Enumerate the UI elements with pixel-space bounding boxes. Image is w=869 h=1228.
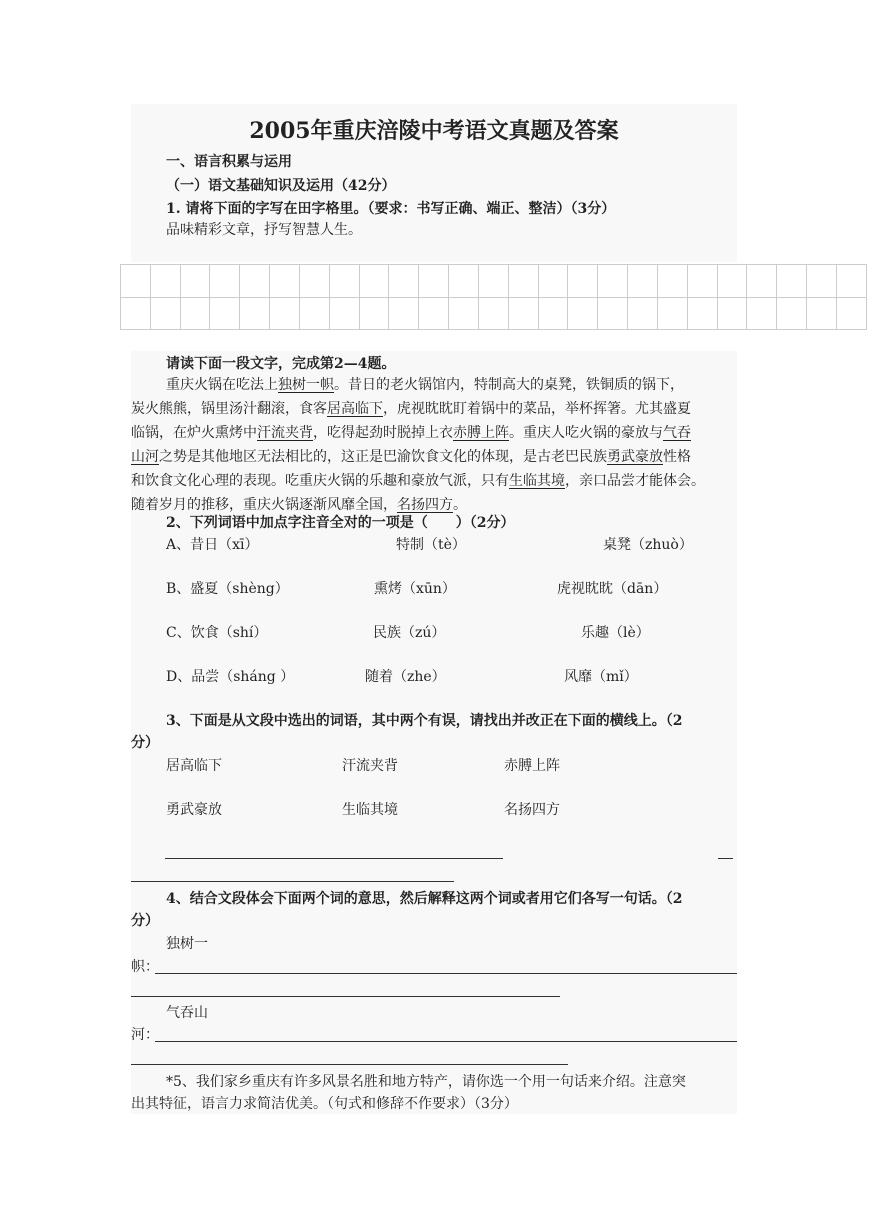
underlined-term: 赤膊上阵 — [453, 425, 509, 441]
grid-cell[interactable] — [807, 265, 837, 298]
passage-line — [131, 447, 691, 467]
grid-cell[interactable] — [419, 265, 449, 298]
grid-cell[interactable] — [240, 265, 270, 298]
q2-option: A、昔日（xī） — [166, 537, 259, 553]
grid-cell[interactable] — [657, 265, 687, 298]
q3-word: 生临其境 — [342, 802, 398, 818]
answer-line[interactable] — [131, 1064, 568, 1065]
passage-text: 之势是其他地区无法相比的，这正是巴渝饮食文化的体现，是古老巴民族 — [159, 449, 607, 465]
writing-grid[interactable] — [120, 264, 867, 330]
underlined-term: 居高临下 — [327, 401, 383, 417]
underlined-term: 勇武豪放 — [607, 449, 663, 465]
passage-line — [131, 399, 691, 419]
grid-cell[interactable] — [359, 297, 389, 330]
q4-word2-part1: 气吞山 — [166, 1005, 208, 1021]
q3-stem-line1: 3、下面是从文段中选出的词语，其中两个有误，请找出并改正在下面的横线上。（2 — [166, 713, 683, 729]
grid-cell[interactable] — [419, 297, 449, 330]
grid-cell[interactable] — [240, 297, 270, 330]
grid-cell[interactable] — [777, 297, 807, 330]
q3-word: 居高临下 — [166, 758, 222, 774]
grid-cell[interactable] — [449, 265, 479, 298]
q2-option: D、品尝（sháng ） — [166, 669, 295, 685]
grid-cell[interactable] — [508, 265, 538, 298]
underlined-term: 独树一帜 — [278, 377, 334, 393]
subsection-heading: （一）语文基础知识及运用（42分） — [166, 178, 396, 194]
reading-intro: 请读下面一段文字，完成第2—4题。 — [166, 356, 396, 372]
grid-cell[interactable] — [478, 265, 508, 298]
q5-line1: *5、我们家乡重庆有许多风景名胜和地方特产，请你选一个用一句话来介绍。注意突 — [166, 1074, 686, 1090]
grid-cell[interactable] — [210, 265, 240, 298]
q4-stem-line1: 4、结合文段体会下面两个词的意思，然后解释这两个词或者用它们各写一句话。（2 — [166, 891, 683, 907]
grid-cell[interactable] — [449, 297, 479, 330]
passage-text: ，亲口品尝才能体会。 — [565, 473, 705, 489]
grid-cell[interactable] — [150, 265, 180, 298]
grid-cell[interactable] — [807, 297, 837, 330]
passage-line — [166, 375, 684, 395]
q2-option: 民族（zú） — [373, 625, 446, 641]
passage-text: 和饮食文化心理的表现。吃重庆火锅的乐趣和豪放气派，只有 — [131, 473, 509, 489]
passage-line — [131, 471, 705, 491]
grid-cell[interactable] — [180, 265, 210, 298]
underlined-term: 气吞 — [663, 425, 691, 441]
underlined-term: 名扬四方 — [397, 497, 453, 513]
grid-cell[interactable] — [628, 297, 658, 330]
q3-word: 汗流夹背 — [342, 758, 398, 774]
q3-stem-line2: 分） — [131, 735, 159, 751]
grid-cell[interactable] — [836, 297, 866, 330]
q2-option: 特制（tè） — [396, 537, 466, 553]
grid-cell[interactable] — [836, 265, 866, 298]
q2-option: 桌凳（zhuò） — [603, 537, 693, 553]
q4-word1-part1: 独树一 — [166, 936, 208, 952]
grid-cell[interactable] — [687, 297, 717, 330]
answer-line[interactable] — [718, 858, 733, 859]
q2-option: 乐趣（lè） — [581, 625, 650, 641]
grid-cell[interactable] — [180, 297, 210, 330]
grid-cell[interactable] — [121, 265, 151, 298]
answer-line[interactable] — [165, 858, 503, 859]
grid-cell[interactable] — [568, 297, 598, 330]
q2-stem: 2、下列词语中加点字注音全对的一项是（ ）（2分） — [166, 515, 515, 531]
passage-text: 随着岁月的推移，重庆火锅逐渐风靡全国， — [131, 497, 397, 513]
grid-cell[interactable] — [598, 297, 628, 330]
grid-cell[interactable] — [598, 265, 628, 298]
grid-cell[interactable] — [717, 297, 747, 330]
q2-option: 熏烤（xūn） — [374, 581, 456, 597]
answer-line[interactable] — [155, 973, 737, 974]
q2-option: 虎视眈眈（dān） — [557, 581, 668, 597]
q1-stem: 1. 请将下面的字写在田字格里。（要求：书写正确、端正、整洁）（3分） — [166, 201, 616, 217]
passage-text: 。昔日的老火锅馆内，特制高大的桌凳，铁铜质的锅下， — [334, 377, 684, 393]
q4-stem-line2: 分） — [131, 913, 159, 929]
grid-cell[interactable] — [329, 265, 359, 298]
grid-cell[interactable] — [538, 265, 568, 298]
passage-text: 性格 — [663, 449, 691, 465]
section-heading: 一、语言积累与运用 — [166, 154, 292, 170]
grid-cell[interactable] — [747, 297, 777, 330]
grid-cell[interactable] — [538, 297, 568, 330]
passage-text: ，虎视眈眈盯着锅中的菜品，举杯挥箸。尤其盛夏 — [383, 401, 691, 417]
grid-cell[interactable] — [389, 265, 419, 298]
passage-text: 。 — [453, 497, 467, 513]
q2-option: 风靡（mǐ） — [564, 669, 638, 685]
grid-cell[interactable] — [299, 265, 329, 298]
underlined-term: 山河 — [131, 449, 159, 465]
underlined-term: 汗流夹背 — [257, 425, 313, 441]
q2-option: C、饮食（shí） — [166, 625, 268, 641]
grid-cell[interactable] — [270, 297, 300, 330]
grid-cell[interactable] — [121, 297, 151, 330]
passage-text: 。重庆人吃火锅的豪放与 — [509, 425, 663, 441]
passage-line — [131, 423, 691, 443]
q4-word1-part2: 帜： — [131, 959, 159, 975]
answer-line[interactable] — [131, 881, 454, 882]
grid-cell[interactable] — [687, 265, 717, 298]
q2-option: B、盛夏（shèng） — [166, 581, 289, 597]
grid-cell[interactable] — [657, 297, 687, 330]
grid-cell[interactable] — [747, 265, 777, 298]
grid-row — [121, 297, 867, 330]
q5-line2: 出其特征，语言力求简洁优美。（句式和修辞不作要求）（3分） — [131, 1096, 518, 1112]
grid-cell[interactable] — [568, 265, 598, 298]
q3-word: 勇武豪放 — [166, 802, 222, 818]
answer-line[interactable] — [155, 1041, 737, 1042]
q1-text: 品味精彩文章，抒写智慧人生。 — [166, 222, 362, 238]
grid-cell[interactable] — [299, 297, 329, 330]
grid-cell[interactable] — [508, 297, 538, 330]
passage-text: 炭火熊熊，锅里汤汁翻滚，食客 — [131, 401, 327, 417]
passage-text: 临锅，在炉火熏烤中 — [131, 425, 257, 441]
grid-cell[interactable] — [777, 265, 807, 298]
q3-word: 名扬四方 — [504, 802, 560, 818]
passage-text: ，吃得起劲时脱掉上衣 — [313, 425, 453, 441]
grid-row — [121, 265, 867, 298]
passage-line — [131, 495, 467, 515]
grid-cell[interactable] — [329, 297, 359, 330]
q4-word2-part2: 河： — [131, 1027, 159, 1043]
underlined-term: 生临其境 — [509, 473, 565, 489]
grid-cell[interactable] — [717, 265, 747, 298]
grid-cell[interactable] — [150, 297, 180, 330]
q2-option: 随着（zhe） — [365, 669, 446, 685]
passage-text: 重庆火锅在吃法上 — [166, 377, 278, 393]
grid-cell[interactable] — [628, 265, 658, 298]
page-title: 2005年重庆涪陵中考语文真题及答案 — [249, 118, 619, 144]
grid-cell[interactable] — [210, 297, 240, 330]
grid-cell[interactable] — [478, 297, 508, 330]
grid-cell[interactable] — [389, 297, 419, 330]
q3-word: 赤膊上阵 — [504, 758, 560, 774]
answer-line[interactable] — [131, 996, 560, 997]
grid-cell[interactable] — [270, 265, 300, 298]
grid-cell[interactable] — [359, 265, 389, 298]
